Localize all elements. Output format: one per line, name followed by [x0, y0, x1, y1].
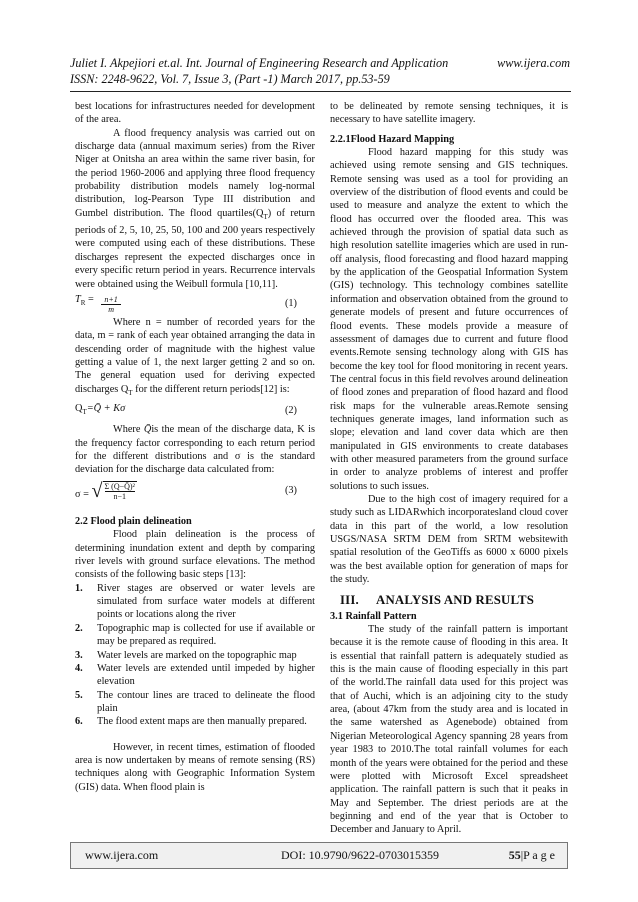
- list-item: 3. Water levels are marked on the topographic map: [75, 649, 297, 661]
- paragraph: Where n = number of recorded years for the data, m = rank of each year obtained arranging the data in descending order of magnitude with the highest value getting a value of 1, the next larger getting 2 and so on. The general equation used for deriving expected discharges $Q_T$ for the different return periods[12] is:: [75, 316, 315, 397]
- paragraph: Due to the high cost of imagery required for a study such as LIDARwhich incorporatesland cloud cover data in this part of the world, a low resolution USGS/NASA SRTM DEM from SRTM websitewith spatial resolution of the GeoTiffs as 6000 x 6000 pixels was the best available option for generation of maps for the study.: [330, 493, 568, 586]
- equation-number: (1): [284, 297, 297, 309]
- section-heading-flood-plain: 2.2 Flood plain delineation: [75, 516, 192, 528]
- paragraph: Where Q̄is the mean of the discharge data, K is the frequency factor corresponding to each return period for the different distributions and σ is the standard deviation for the discharge data calculated from:: [75, 424, 315, 476]
- page-footer: [70, 842, 568, 869]
- equation-number: (3): [284, 485, 297, 497]
- paragraph: However, in recent times, estimation of flooded area is now undertaken by means of remote sensing (RS) techniques along with Geographic Information System (GIS) data. When flood plain is: [75, 741, 315, 793]
- journal-citation: Juliet I. Akpejiori et.al. Int. Journal of Engineering Research and Application: [70, 56, 449, 70]
- steps-list: [75, 582, 315, 729]
- paragraph: Flood plain delineation is the process of determining inundation extent and depth by comparing river levels with ground surface elevations. The method consists of the following basic steps [13]:: [75, 529, 315, 581]
- equation-2: $Q_T=Q̄ + K\sigma$ (2): [75, 402, 315, 419]
- running-header: [70, 55, 570, 87]
- issn-line: ISSN: 2248-9622, Vol. 7, Issue 3, (Part -1) March 2017, pp.53-59: [70, 72, 390, 86]
- list-item: 6. The flood extent maps are then manually prepared.: [75, 716, 307, 728]
- journal-website-link[interactable]: www.ijera.com: [497, 56, 570, 70]
- list-item: 4. Water levels are extended until impeded by higher elevation: [75, 662, 315, 688]
- left-column: [75, 100, 315, 794]
- header-divider: [70, 91, 571, 92]
- section-heading-hazard-mapping: 2.2.1Flood Hazard Mapping: [330, 133, 455, 145]
- list-item: 1. River stages are observed or water levels are simulated from surface water models at different points or locations along the river: [75, 582, 315, 621]
- page-number: 55|P a g e: [508, 848, 555, 862]
- paragraph: Flood hazard mapping for this study was achieved using remote sensing and GIS techniques. Remote sensing was used as a tool for providing an overview of the distribution of flood events and could be used to measure and analyze the extent to which the flood has occurred over the flooded area. This was achieved through the provision of spatial data such as high resolution satellite imageries which are used in run-off analysis, flood forecasting and flood hazard mapping by the application of the Geospatial Information System (GIS) technology. This technology combines satellite information and observation obtained from the ground to generate models of present and future occurrences of flood events. These models provide a measure of assessment of damages due to current and future flood events.Remote sensing technology along with GIS has become the key tool for flood monitoring in recent years. The central focus in this field revolves around delineation of flood zones and preparation of flood hazard and flood risk maps for the vulnerable areas.Remote sensing techniques generate images, land information such as slope; elevation and land cover data which are then manipulated in GIS environments to create databases with other measured parameters from the ground surface in order to analyze problems of interest and proffer solutions to such issues.: [330, 147, 568, 492]
- equation-1: $T_R$ = $\frac{n+1}{m}$ (1): [75, 293, 315, 314]
- paragraph: best locations for infrastructures needed for development of the area.: [75, 101, 315, 126]
- list-item: 5. The contour lines are traced to delineate the flood plain: [75, 689, 315, 714]
- right-column: [330, 100, 568, 837]
- paragraph-flood-frequency: A flood frequency analysis was carried out on discharge data (annual maximum series) from the River Niger at Onitsha an area within the same river basin, for the period 1960-2006 and applying three flood frequency probability distribution models namely log-normal distribution, log-Pearson Type III distribution and Gumbel distribution. The flood $quartiles(Q_T)$ of return periods of 2, 5, 10, 25, 50, 100 and 200 years respectively were computed using each of these distributions. These discharges represent the expected discharges once in every specific return period in years. Recurrence intervals were obtained using the Weibull formula [10,11].: [75, 127, 315, 290]
- section-heading-rainfall: 3.1 Rainfall Pattern: [330, 610, 417, 622]
- equation-number: (2): [284, 404, 297, 416]
- footer-doi[interactable]: DOI: 10.9790/9622-0703015359: [281, 848, 439, 862]
- list-item: 2. Topographic map is collected for use if available or may be prepared as required.: [75, 622, 315, 648]
- section-heading-analysis: III. ANALYSIS AND RESULTS: [340, 593, 535, 608]
- equation-3: σ = √ Σ (Q−Q̄)² n−1 (3): [75, 481, 315, 501]
- footer-website-link[interactable]: www.ijera.com: [85, 848, 159, 862]
- paragraph: to be delineated by remote sensing techniques, it is necessary to have satellite imagery.: [330, 101, 568, 126]
- paragraph: The study of the rainfall pattern is important because it is the remote cause of flooding in this area. It is essential that rainfall pattern is adequately studied as this is the main cause of flooding especially in this part of the world.The rainfall data used for this project was that of Auchi, which is an adjoining city to the study area, (about 47km from the study area and is located in the same watershed as Agenebode) obtained from Nigerian Meteorological Agency spanning 28 years from year 1983 to 2010.The total rainfall volumes for each month of the years were obtained for the period and these were plotted with Microsoft Excel spreadsheet application. The rainfall pattern is such that it peaks in May and September. The driest periods are at the beginning and end of the year that is October to December and January to April.: [330, 624, 568, 836]
